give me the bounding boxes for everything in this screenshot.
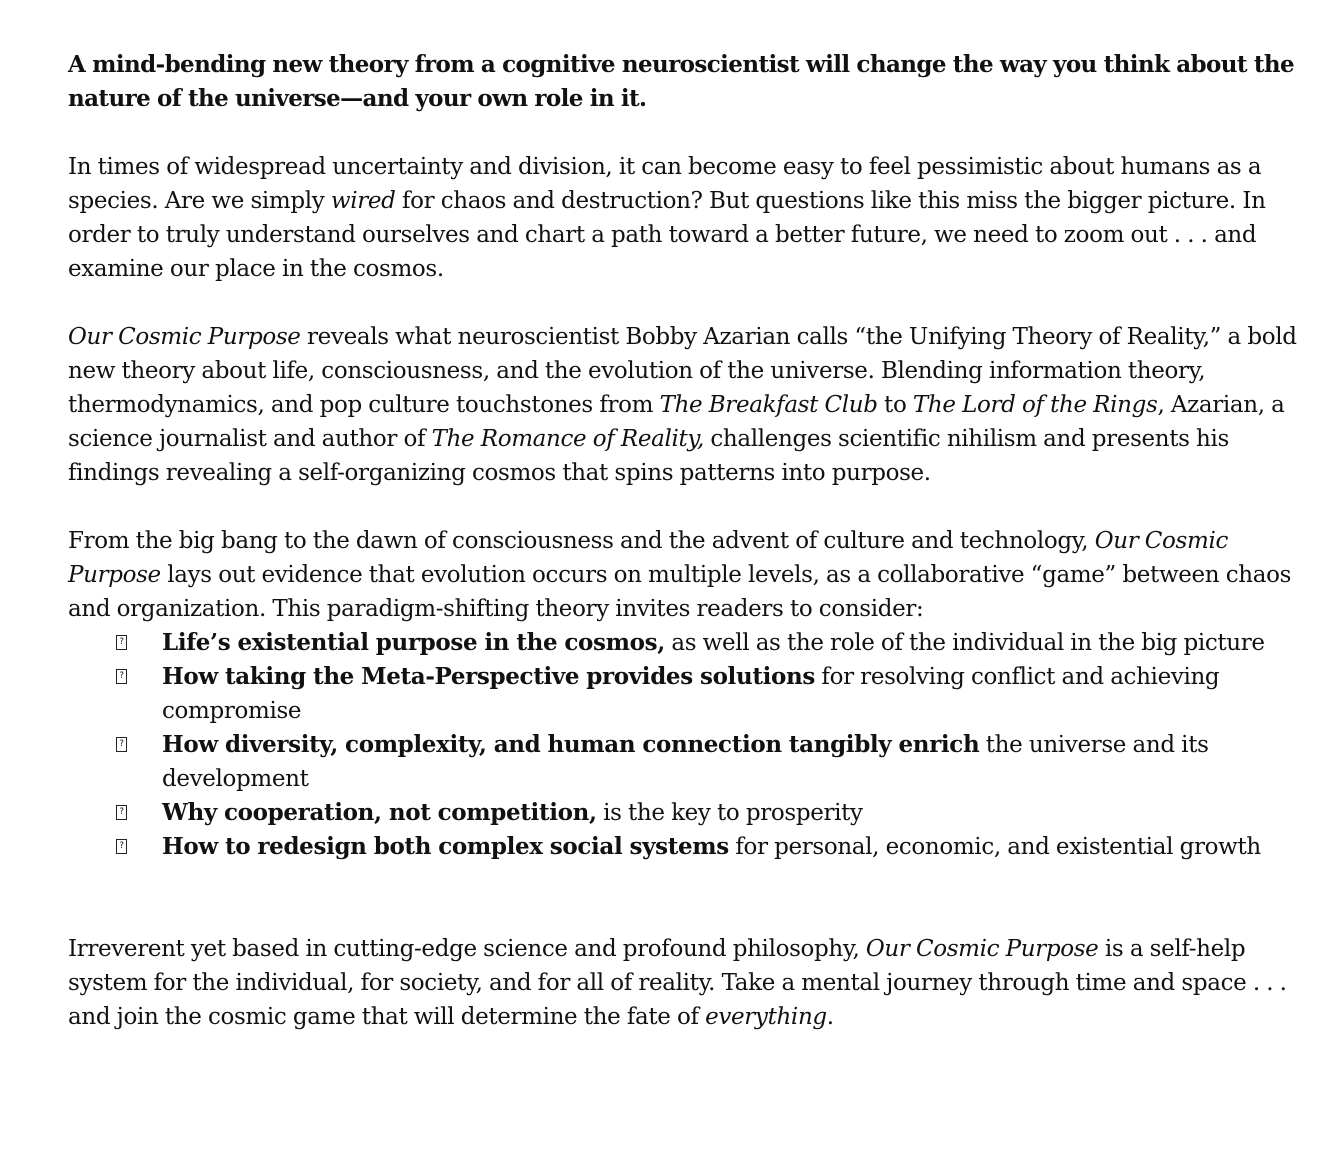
paragraph-theory xyxy=(68,320,1300,490)
list-item-bold: Life’s existential purpose in the cosmos, xyxy=(162,629,665,656)
title-lord-of-the-rings: The Lord of the Rings xyxy=(912,392,1158,418)
bullet-list xyxy=(68,626,1300,864)
list-item-bold: Why cooperation, not competition, xyxy=(162,799,597,826)
paragraph-theory-text-1: reveals what neuroscientist Bobby Azarian calls “the Unifying Theory of Reality,” a bold new theory about life, consciousness, and the evolution of the universe. Blending information theory, thermodynamics, and pop culture touchstones from xyxy=(68,324,1297,418)
book-title-ref: Our Cosmic Purpose xyxy=(865,936,1099,962)
paragraph-closing-text-3: . xyxy=(826,1004,834,1030)
book-description xyxy=(68,48,1300,1034)
paragraph-theory-text-2: to xyxy=(877,392,913,418)
paragraph-intro-text-2: for chaos and destruction? But questions like this miss the bigger picture. In order to truly understand ourselves and chart a path toward a better future, we need to zoom out . . . and examine our place in the cosmos. xyxy=(68,188,1266,282)
emphasis-wired: wired xyxy=(330,188,396,214)
missing-glyph-box-icon xyxy=(116,737,127,752)
title-romance-of-reality: The Romance of Reality, xyxy=(431,426,704,452)
list-item-bold: How to redesign both complex social systems xyxy=(162,833,729,860)
title-breakfast-club: The Breakfast Club xyxy=(659,392,878,418)
paragraph-evolution-text-2: lays out evidence that evolution occurs on multiple levels, as a collaborative “game” between chaos and organization. This paradigm-shifting theory invites readers to consider: xyxy=(68,562,1292,622)
list-item-text: the universe and its development xyxy=(162,732,1209,792)
list-item-text: is the key to prosperity xyxy=(596,800,863,826)
list-item-text: as well as the role of the individual in the big picture xyxy=(664,630,1265,656)
paragraph-intro-text-1: In times of widespread uncertainty and division, it can become easy to feel pessimistic about humans as a species. Are we simply xyxy=(68,154,1262,214)
headline: A mind-bending new theory from a cognitive neuroscientist will change the way you think about the nature of the universe—and your own role in it. xyxy=(68,51,1294,112)
list-item xyxy=(68,830,1300,864)
book-title-ref: Our Cosmic Purpose xyxy=(68,528,1229,588)
paragraph-closing-text-2: is a self-help system for the individual, for society, and for all of reality. Take a mental journey through time and space . . . and join the cosmic game that will determine the fate of xyxy=(68,936,1287,1030)
missing-glyph-box-icon xyxy=(116,635,127,650)
list-item xyxy=(68,660,1300,728)
paragraph-theory-text-4: challenges scientific nihilism and presents his findings revealing a self-organizing cosmos that spins patterns into purpose. xyxy=(68,426,1229,486)
missing-glyph-box-icon xyxy=(116,669,127,684)
paragraph-closing-text-1: Irreverent yet based in cutting-edge science and profound philosophy, xyxy=(68,936,866,962)
list-item-bold: How taking the Meta-Perspective provides solutions xyxy=(162,663,815,690)
book-title-ref: Our Cosmic Purpose xyxy=(68,324,301,350)
paragraph-evolution xyxy=(68,524,1300,626)
list-item-text: for resolving conflict and achieving compromise xyxy=(162,664,1220,724)
missing-glyph-box-icon xyxy=(116,839,127,854)
emphasis-everything: everything xyxy=(705,1004,827,1030)
paragraph-closing xyxy=(68,932,1300,1034)
list-item xyxy=(68,728,1300,796)
paragraph-intro xyxy=(68,150,1300,286)
list-item xyxy=(68,626,1300,660)
list-item xyxy=(68,796,1300,830)
paragraph-evolution-text-1: From the big bang to the dawn of consciousness and the advent of culture and technology, xyxy=(68,528,1095,554)
list-item-text: for personal, economic, and existential growth xyxy=(728,834,1261,860)
paragraph-theory-text-3: , Azarian, a science journalist and author of xyxy=(68,392,1285,452)
missing-glyph-box-icon xyxy=(116,805,127,820)
list-item-bold: How diversity, complexity, and human connection tangibly enrich xyxy=(162,731,980,758)
